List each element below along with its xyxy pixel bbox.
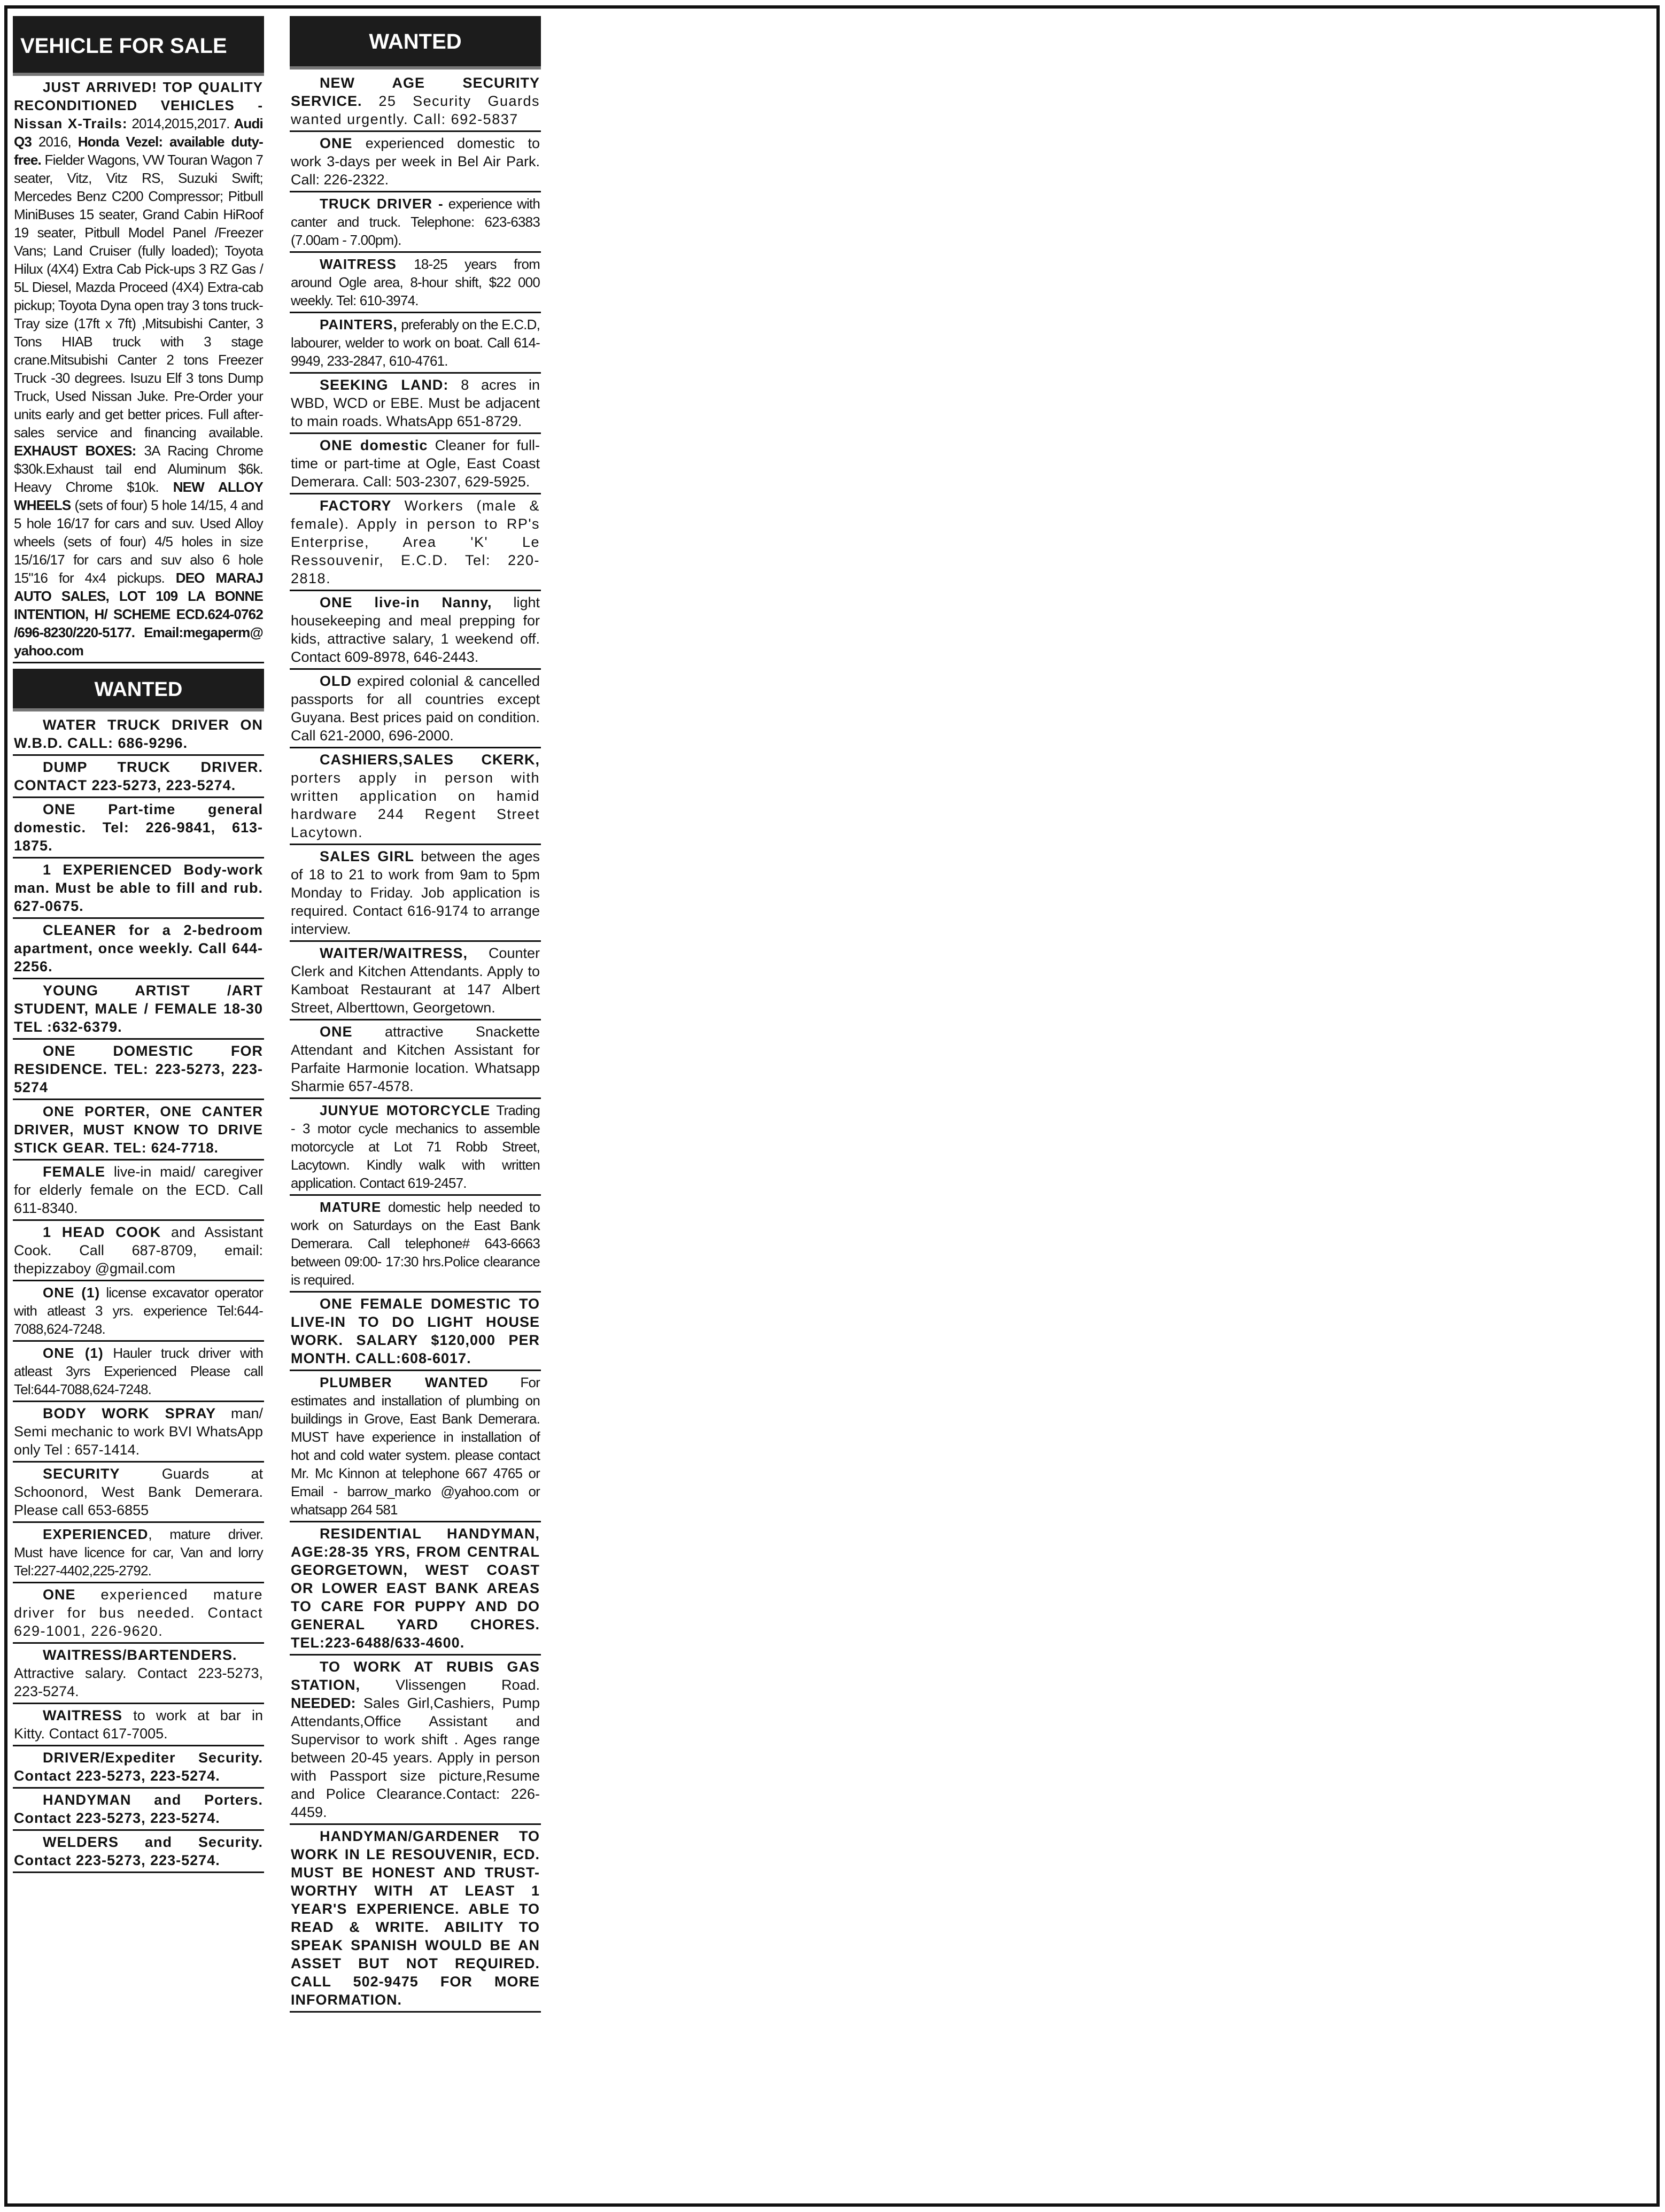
ad-body: , mature driver. Must have licence for car, Van and lorry Tel:227-4402,225-2792. bbox=[14, 1526, 263, 1579]
ad-lead: CLEANER for a 2-bedroom apartment, once weekly. Call 644-2256. bbox=[14, 922, 263, 974]
ad-text: 2014,2015,2017. bbox=[131, 115, 230, 132]
ad-lead: YOUNG ARTIST /ART STUDENT, MALE / FEMALE 18-30 TEL :632-6379. bbox=[14, 983, 263, 1035]
ad-body: Counter Clerk and Kitchen Attendants. Apply to Kamboat Restaurant at 147 Albert Street, Alberttown, Georgetown. bbox=[291, 945, 540, 1016]
ad-body: Guards at Schoonord, West Bank Demerara. Please call 653-6855 bbox=[14, 1466, 263, 1518]
ad-lead: ONE DOMESTIC FOR RESIDENCE. TEL: 223-5273, 223-5274 bbox=[14, 1043, 263, 1095]
classified-ad bbox=[290, 1371, 541, 1522]
ad-body: between the ages of 18 to 21 to work from 9am to 5pm Monday to Friday. Job application is required. Contact 616-9174 to arrange interview. bbox=[291, 848, 540, 937]
classified-ad bbox=[290, 591, 541, 670]
ad-lead: 1 HEAD COOK bbox=[43, 1224, 161, 1240]
ad-lead: ONE bbox=[43, 1587, 76, 1603]
classified-ad bbox=[290, 1825, 541, 2013]
ad-lead: TRUCK DRIVER - bbox=[320, 196, 444, 212]
ad-body: experienced domestic to work 3-days per week in Bel Air Park. Call: 226-2322. bbox=[291, 135, 540, 188]
ad-lead: ONE bbox=[320, 135, 353, 151]
classified-ad bbox=[13, 1281, 264, 1342]
ad-body: 25 Security Guards wanted urgently. Call: 692-5837 bbox=[291, 93, 540, 127]
ad-lead: PAINTERS, bbox=[320, 316, 398, 332]
classified-ad bbox=[13, 1463, 264, 1523]
section-heading-wanted: WANTED bbox=[290, 16, 541, 69]
classified-ad bbox=[290, 434, 541, 494]
ad-body: expired colonial & cancelled passports for all countries except Guyana. Best prices paid on condition. Call 621-2000, 696-2000. bbox=[291, 673, 540, 744]
classified-ad bbox=[290, 670, 541, 748]
ad-body: 8 acres in WBD, WCD or EBE. Must be adjacent to main roads. WhatsApp 651-8729. bbox=[291, 377, 540, 429]
ad-lead: WELDERS and Security. Contact 223-5273, 223-5274. bbox=[14, 1834, 263, 1868]
classified-ad bbox=[13, 1100, 264, 1161]
ad-body: man/ Semi mechanic to work BVI WhatsApp only Tel : 657-1414. bbox=[14, 1405, 263, 1458]
ad-text: (sets of four) 5 hole 14/15, 4 and 5 hole 16/17 for cars and suv. Used Alloy wheels (sets of four) 4/5 holes in size 15/16/17 for cars and suv also 6 hole 15"16 for 4x4 pickups. bbox=[14, 497, 263, 586]
ad-lead: SEEKING LAND: bbox=[320, 377, 449, 393]
classified-ad bbox=[13, 1040, 264, 1100]
ad-body: experience with canter and truck. Telephone: 623-6383 (7.00am - 7.00pm). bbox=[291, 196, 540, 248]
ad-body: Sales Girl,Cashiers, Pump Attendants,Office Assistant and Supervisor to work shift . Ages range between 20-45 years. Apply in person with Passport size picture,Resume and Police Clearance.Contact: 226-4459. bbox=[291, 1695, 540, 1820]
classified-column-left bbox=[13, 16, 264, 1873]
ad-lead: CASHIERS,SALES CKERK, bbox=[320, 752, 540, 768]
ad-lead: ONE (1) bbox=[43, 1345, 104, 1361]
ad-lead: SALES GIRL bbox=[320, 848, 414, 864]
classified-ad bbox=[13, 1523, 264, 1583]
classified-ad bbox=[290, 69, 541, 132]
ad-lead: WATER TRUCK DRIVER ON W.B.D. CALL: 686-9296. bbox=[14, 717, 263, 751]
ad-lead: TO WORK AT RUBIS GAS STATION, bbox=[291, 1659, 540, 1693]
classified-ad bbox=[13, 1704, 264, 1746]
classified-ad bbox=[13, 919, 264, 979]
ad-lead: 1 EXPERIENCED Body-work man. Must be able to fill and rub. 627-0675. bbox=[14, 862, 263, 914]
ad-lead: DRIVER/Expediter Security. Contact 223-5273, 223-5274. bbox=[14, 1750, 263, 1784]
ad-lead: ONE FEMALE DOMESTIC TO LIVE-IN TO DO LIGHT HOUSE WORK. SALARY $120,000 PER MONTH. CALL:608-6017. bbox=[291, 1296, 540, 1366]
ad-bold-text: NEEDED: bbox=[291, 1695, 356, 1711]
ad-lead: JUST ARRIVED! TOP QUALITY RECONDITIONED VEHICLES - Nissan X-Trails: bbox=[14, 79, 263, 132]
ad-lead: FACTORY bbox=[320, 498, 392, 514]
ad-lead: ONE bbox=[320, 1024, 353, 1040]
classified-ad bbox=[13, 1402, 264, 1463]
ad-lead: RESIDENTIAL HANDYMAN, AGE:28-35 YRS, FROM CENTRAL GEORGETOWN, WEST COAST OR LOWER EAST BANK AREAS TO CARE FOR PUPPY AND DO GENERAL YARD CHORES. TEL:223-6488/633-4600. bbox=[291, 1526, 540, 1651]
vehicle-ad bbox=[13, 76, 264, 663]
section-heading-vehicle-for-sale: VEHICLE FOR SALE bbox=[13, 16, 264, 76]
classified-ad bbox=[290, 253, 541, 313]
classified-ad bbox=[290, 132, 541, 192]
classified-ad bbox=[290, 1099, 541, 1196]
ad-lead: ONE Part-time general domestic. Tel: 226-9841, 613-1875. bbox=[14, 801, 263, 854]
classified-ad bbox=[13, 979, 264, 1040]
classified-ad bbox=[290, 1020, 541, 1099]
classified-ad bbox=[13, 858, 264, 919]
classified-ad bbox=[13, 1789, 264, 1831]
ad-bold-text: EXHAUST BOXES: bbox=[14, 443, 136, 459]
ad-lead: WAITRESS bbox=[43, 1707, 123, 1723]
ad-list-left bbox=[13, 711, 264, 1873]
ad-list-middle bbox=[290, 69, 541, 2013]
ad-body: preferably on the E.C.D, labourer, welder to work on boat. Call 614-9949, 233-2847, 610-4761. bbox=[291, 316, 540, 369]
classified-ad bbox=[290, 1196, 541, 1293]
ad-lead: OLD bbox=[320, 673, 352, 689]
ad-text: 2016, bbox=[38, 134, 71, 150]
newspaper-page bbox=[4, 5, 1660, 2207]
classified-ad bbox=[290, 748, 541, 845]
ad-bold-text: Honda Vezel: available duty-free. bbox=[14, 134, 263, 168]
ad-body: and Assistant Cook. Call 687-8709, email: thepizzaboy @gmail.com bbox=[14, 1224, 263, 1277]
ad-lead: ONE domestic bbox=[320, 437, 428, 453]
ad-bold-text: Audi Q3 bbox=[14, 115, 263, 150]
ad-lead: NEW AGE SECURITY SERVICE. bbox=[291, 75, 540, 109]
classified-ad bbox=[290, 1656, 541, 1825]
ad-lead: WAITRESS bbox=[320, 256, 397, 272]
classified-ad bbox=[13, 1831, 264, 1873]
classified-ad bbox=[13, 711, 264, 756]
classified-ad bbox=[13, 1583, 264, 1644]
classified-ad bbox=[13, 798, 264, 858]
ad-lead: FEMALE bbox=[43, 1164, 105, 1180]
classified-ad bbox=[290, 942, 541, 1020]
ad-body: Cleaner for full-time or part-time at Ogle, East Coast Demerara. Call: 503-2307, 629-5925. bbox=[291, 437, 540, 490]
ad-lead: ONE live-in Nanny, bbox=[320, 594, 492, 610]
classified-ad bbox=[13, 1221, 264, 1281]
ad-body: porters apply in person with written application on hamid hardware 244 Regent Street Lacytown. bbox=[291, 770, 540, 840]
ad-body: Vlissengen Road. bbox=[395, 1677, 540, 1693]
classified-ad bbox=[290, 313, 541, 374]
ad-body: light housekeeping and meal prepping for kids, attractive salary, 1 weekend off. Contact 609-8978, 646-2443. bbox=[291, 594, 540, 665]
section-heading-wanted: WANTED bbox=[13, 669, 264, 711]
classified-ad bbox=[290, 192, 541, 253]
classified-ad bbox=[13, 1644, 264, 1704]
ad-lead: WAITER/WAITRESS, bbox=[320, 945, 468, 961]
ad-body: license excavator operator with atleast 3 yrs. experience Tel:644-7088,624-7248. bbox=[14, 1285, 263, 1337]
ad-lead: SECURITY bbox=[43, 1466, 120, 1482]
classified-ad bbox=[13, 1342, 264, 1402]
ad-lead: ONE PORTER, ONE CANTER DRIVER, MUST KNOW TO DRIVE STICK GEAR. TEL: 624-7718. bbox=[14, 1103, 263, 1156]
classified-ad bbox=[290, 1293, 541, 1371]
classified-ad bbox=[290, 845, 541, 942]
ad-body: 18-25 years from around Ogle area, 8-hour shift, $22 000 weekly. Tel: 610-3974. bbox=[291, 256, 540, 308]
classified-ad bbox=[290, 374, 541, 434]
ad-body: to work at bar in Kitty. Contact 617-7005. bbox=[14, 1707, 263, 1742]
ad-lead: MATURE bbox=[320, 1199, 382, 1215]
ad-lead: WAITRESS/BARTENDERS. bbox=[43, 1647, 237, 1663]
ad-lead: HANDYMAN and Porters. Contact 223-5273, 223-5274. bbox=[14, 1792, 263, 1826]
ad-lead: PLUMBER WANTED bbox=[320, 1374, 489, 1390]
ad-body: For estimates and installation of plumbing on buildings in Grove, East Bank Demerara. MUST have experience in installation of hot and cold water system. please contact Mr. Mc Kinnon at telephone 667 4765 or Email - barrow_marko @yahoo.com or whatsapp 264 581 bbox=[291, 1374, 540, 1518]
ad-body: Workers (male & female). Apply in person to RP's Enterprise, Area 'K' Le Ressouvenir, E.C.D. Tel: 220-2818. bbox=[291, 498, 540, 586]
ad-text: 3A Racing Chrome $30k.Exhaust tail end Aluminum $6k. Heavy Chrome $10k. bbox=[14, 443, 263, 495]
classified-ad bbox=[290, 1522, 541, 1656]
ad-lead: HANDYMAN/GARDENER TO WORK IN LE RESOUVENIR, ECD. MUST BE HONEST AND TRUST-WORTHY WITH AT LEAST 1 YEAR'S EXPERIENCE. ABLE TO READ & WRITE. ABILITY TO SPEAK SPANISH WOULD BE AN ASSET BUT NOT REQUIRED. CALL 502-9475 FOR MORE INFORMATION. bbox=[291, 1828, 540, 2008]
ad-lead: ONE (1) bbox=[43, 1285, 100, 1301]
ad-body: Trading - 3 motor cycle mechanics to assemble motorcycle at Lot 71 Robb Street, Lacytown. Kindly walk with written application. Contact 619-2457. bbox=[291, 1102, 540, 1191]
classified-ad bbox=[290, 494, 541, 591]
ad-lead: EXPERIENCED bbox=[43, 1526, 149, 1542]
ad-lead: JUNYUE MOTORCYCLE bbox=[320, 1102, 491, 1118]
ad-body: Attractive salary. Contact 223-5273, 223-5274. bbox=[14, 1665, 263, 1699]
classified-column-middle bbox=[290, 16, 541, 2013]
classified-ad bbox=[13, 1161, 264, 1221]
ad-contact: DEO MARAJ AUTO SALES, LOT 109 LA BONNE INTENTION, H/ SCHEME ECD.624-0762 /696-8230/220-5177. Email:megaperm@ yahoo.com bbox=[14, 570, 263, 659]
ad-body: domestic help needed to work on Saturdays on the East Bank Demerara. Call telephone# 643-6663 between 09:00- 17:30 hrs.Police clearance is required. bbox=[291, 1199, 540, 1288]
ad-body: Hauler truck driver with atleast 3yrs Experienced Please call Tel:644-7088,624-7248. bbox=[14, 1345, 263, 1397]
ad-lead: DUMP TRUCK DRIVER. CONTACT 223-5273, 223-5274. bbox=[14, 759, 263, 793]
ad-lead: BODY WORK SPRAY bbox=[43, 1405, 216, 1421]
ad-text: Fielder Wagons, VW Touran Wagon 7 seater, Vitz, Vitz RS, Suzuki Swift; Mercedes Benz C200 Compressor; Pitbull MiniBuses 15 seater, Grand Cabin HiRoof 19 seater, Pitbull Model Panel /Freezer Vans; Land Cruiser (fully loaded); Toyota Hilux (4X4) Extra Cab Pick-ups 3 RZ Gas / 5L Diesel, Mazda Proceed (4X4) Extra-cab pickup; Toyota Dyna open tray 3 tons truck-Tray size (17ft x 7ft) ,Mitsubishi Canter, 3 Tons HIAB truck with 3 stage crane.Mitsubishi Canter 2 tons Freezer Truck -30 degrees. Isuzu Elf 3 tons Dump Truck, Used Nissan Juke. Pre-Order your units early and get better prices. Full after-sales service and financing available. bbox=[14, 152, 263, 440]
classified-ad bbox=[13, 1746, 264, 1789]
classified-ad bbox=[13, 756, 264, 798]
ad-body: experienced mature driver for bus needed. Contact 629-1001, 226-9620. bbox=[14, 1587, 263, 1639]
ad-bold-text: NEW ALLOY WHEELS bbox=[14, 479, 263, 513]
ad-body: attractive Snackette Attendant and Kitchen Assistant for Parfaite Harmonie location. Whatsapp Sharmie 657-4578. bbox=[291, 1024, 540, 1094]
ad-body: live-in maid/ caregiver for elderly female on the ECD. Call 611-8340. bbox=[14, 1164, 263, 1216]
